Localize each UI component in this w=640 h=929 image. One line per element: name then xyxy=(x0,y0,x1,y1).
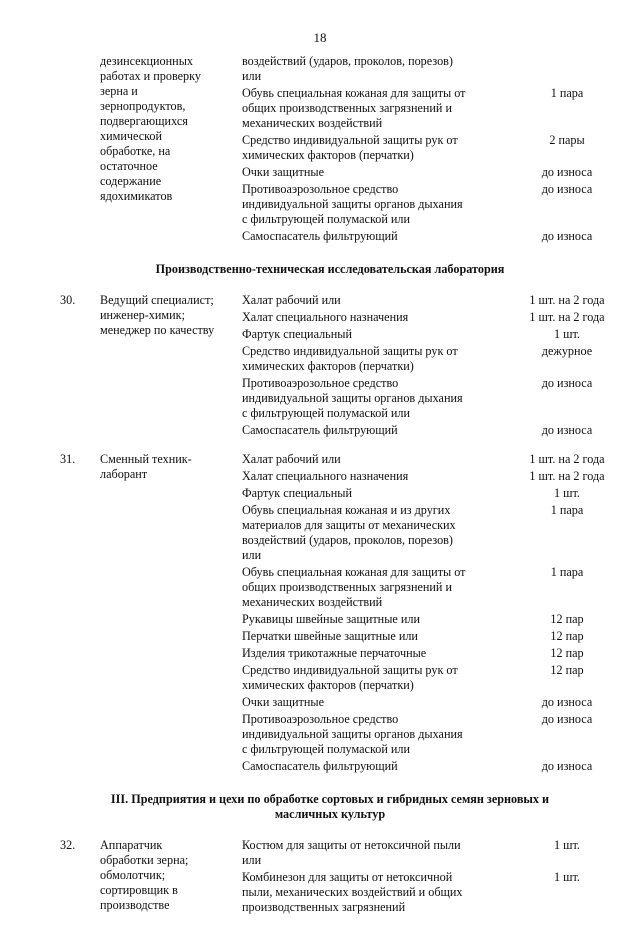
ppe-item-name-line: Самоспасатель фильтрующий xyxy=(242,229,398,243)
ppe-item-name xyxy=(242,344,492,374)
entry-number: 32. xyxy=(60,838,76,852)
ppe-item xyxy=(242,423,640,438)
ppe-item-name xyxy=(242,663,492,693)
ppe-item-name xyxy=(242,486,492,501)
items-cell xyxy=(242,54,640,244)
ppe-item xyxy=(242,165,640,180)
ppe-item-name-line: Очки защитные xyxy=(242,695,324,709)
ppe-item-name xyxy=(242,503,492,563)
ppe-item-norm xyxy=(492,54,640,84)
ppe-item-norm: 2 пары xyxy=(549,133,585,147)
ppe-item-norm: до износа xyxy=(541,759,593,773)
ppe-item-name-line: Средство индивидуальной защиты рук от xyxy=(242,344,458,358)
ppe-item-norm: 1 пара xyxy=(550,503,584,517)
ppe-item-name xyxy=(242,629,492,644)
ppe-item-name xyxy=(242,165,492,180)
ppe-item-name-line: индивидуальной защиты органов дыхания xyxy=(242,391,463,405)
ppe-item-name xyxy=(242,133,492,163)
ppe-item-name-line: Обувь специальная кожаная для защиты от xyxy=(242,565,466,579)
ppe-item-norm: до износа xyxy=(541,695,593,709)
ppe-item xyxy=(242,646,640,661)
entry-number xyxy=(60,54,100,244)
ppe-item-norm: 1 шт. xyxy=(554,838,580,852)
entry-30 xyxy=(60,293,605,438)
profession-cell xyxy=(100,452,242,774)
section-heading-seeds: III. Предприятия и цехи по обработке сортовых и гибридных семян зерновых и масличных культур xyxy=(110,792,550,821)
ppe-item xyxy=(242,376,640,421)
ppe-item-norm: 12 пар xyxy=(550,629,584,643)
profession-line: химической xyxy=(100,129,163,143)
ppe-item xyxy=(242,695,640,710)
profession-line: Ведущий специалист; xyxy=(100,293,214,307)
ppe-item-name-line: Противоаэрозольное средство xyxy=(242,182,399,196)
ppe-item-name-line: Фартук специальный xyxy=(242,327,352,341)
ppe-item xyxy=(242,182,640,227)
ppe-item xyxy=(242,327,640,342)
profession-line: Аппаратчик xyxy=(100,838,163,852)
ppe-item-name xyxy=(242,293,492,308)
ppe-item-norm: до износа xyxy=(541,182,593,196)
ppe-item-name-line: общих производственных загрязнений и xyxy=(242,101,453,115)
ppe-item-name xyxy=(242,469,492,484)
ppe-item xyxy=(242,503,640,563)
profession-cell xyxy=(100,54,242,244)
profession-line: ядохимикатов xyxy=(100,189,173,203)
page-number: 18 xyxy=(313,30,327,45)
ppe-item xyxy=(242,86,640,131)
ppe-item-name-line: с фильтрующей полумаской или xyxy=(242,406,411,420)
ppe-item-name-line: химических факторов (перчатки) xyxy=(242,148,414,162)
ppe-item-name-line: с фильтрующей полумаской или xyxy=(242,212,411,226)
ppe-item xyxy=(242,452,640,467)
ppe-item-norm: до износа xyxy=(541,229,593,243)
profession-line: обработке, на xyxy=(100,144,171,158)
ppe-item xyxy=(242,344,640,374)
profession-line: зернопродуктов, xyxy=(100,99,186,113)
ppe-item-name-line: или xyxy=(242,853,262,867)
ppe-item xyxy=(242,486,640,501)
profession-line: лаборант xyxy=(100,467,148,481)
entry-number: 31. xyxy=(60,452,76,466)
ppe-item-name-line: химических факторов (перчатки) xyxy=(242,678,414,692)
ppe-item-name xyxy=(242,452,492,467)
ppe-item-name-line: или xyxy=(242,69,262,83)
ppe-item-norm: 1 шт. xyxy=(554,870,580,884)
continued-entry xyxy=(60,54,600,244)
ppe-item-name xyxy=(242,612,492,627)
ppe-item xyxy=(242,612,640,627)
items-cell xyxy=(242,452,640,774)
profession-cell xyxy=(100,293,242,438)
ppe-item-name xyxy=(242,86,492,131)
ppe-item-norm: 1 шт. на 2 года xyxy=(529,452,605,466)
profession-line: обработки зерна; xyxy=(100,853,189,867)
ppe-item xyxy=(242,759,640,774)
ppe-item-name xyxy=(242,327,492,342)
ppe-item-name-line: индивидуальной защиты органов дыхания xyxy=(242,727,463,741)
entry-31 xyxy=(60,452,605,774)
ppe-item-name-line: Средство индивидуальной защиты рук от xyxy=(242,133,458,147)
ppe-item-name-line: Самоспасатель фильтрующий xyxy=(242,759,398,773)
ppe-item-norm: 12 пар xyxy=(550,663,584,677)
ppe-item-name xyxy=(242,54,492,84)
profession-line: содержание xyxy=(100,174,162,188)
ppe-item xyxy=(242,54,640,84)
ppe-item-name-line: Фартук специальный xyxy=(242,486,352,500)
items-cell xyxy=(242,293,640,438)
ppe-item-name-line: Халат специального назначения xyxy=(242,469,409,483)
ppe-item-norm: 1 шт. на 2 года xyxy=(529,293,605,307)
ppe-item-norm: 1 шт. xyxy=(554,486,580,500)
ppe-item-norm: 1 шт. на 2 года xyxy=(529,310,605,324)
profession-line: менеджер по качеству xyxy=(100,323,215,337)
ppe-item-name-line: Противоаэрозольное средство xyxy=(242,376,399,390)
ppe-item-name-line: Противоаэрозольное средство xyxy=(242,712,399,726)
ppe-item-name xyxy=(242,423,492,438)
ppe-item-name-line: воздействий (ударов, проколов, порезов) xyxy=(242,54,453,68)
ppe-item-name-line: механических воздействий xyxy=(242,116,383,130)
ppe-item-name-line: индивидуальной защиты органов дыхания xyxy=(242,197,463,211)
ppe-item-name-line: общих производственных загрязнений и xyxy=(242,580,453,594)
ppe-item-name xyxy=(242,182,492,227)
ppe-item-name-line: Самоспасатель фильтрующий xyxy=(242,423,398,437)
profession-cell xyxy=(100,838,242,915)
ppe-item-norm: до износа xyxy=(541,423,593,437)
ppe-item-name-line: химических факторов (перчатки) xyxy=(242,359,414,373)
profession-line: обмолотчик; xyxy=(100,868,166,882)
profession-line: производстве xyxy=(100,898,170,912)
ppe-item-norm: 12 пар xyxy=(550,646,584,660)
ppe-item-name xyxy=(242,646,492,661)
ppe-item-name-line: Халат специального назначения xyxy=(242,310,409,324)
ppe-item xyxy=(242,310,640,325)
profession-line: зерна и xyxy=(100,84,138,98)
profession-line: инженер-химик; xyxy=(100,308,185,322)
ppe-item-norm: до износа xyxy=(541,712,593,726)
ppe-item-name-line: материалов для защиты от механических xyxy=(242,518,456,532)
ppe-item-norm: до износа xyxy=(541,165,593,179)
ppe-item-norm: дежурное xyxy=(541,344,593,358)
ppe-item-name xyxy=(242,712,492,757)
section-heading-lab: Производственно-техническая исследовательская лаборатория xyxy=(155,262,505,276)
ppe-item-norm: 1 шт. на 2 года xyxy=(529,469,605,483)
ppe-item-name-line: Изделия трикотажные перчаточные xyxy=(242,646,427,660)
ppe-item-name-line: или xyxy=(242,548,262,562)
ppe-item xyxy=(242,469,640,484)
ppe-item-name-line: производственных загрязнений xyxy=(242,900,406,914)
profession-line: подвергающихся xyxy=(100,114,188,128)
ppe-item-name-line: Обувь специальная кожаная и из других xyxy=(242,503,451,517)
profession-line: дезинсекционных xyxy=(100,54,193,68)
ppe-item-name xyxy=(242,310,492,325)
ppe-item xyxy=(242,293,640,308)
ppe-item-norm: до износа xyxy=(541,376,593,390)
ppe-item-norm: 1 шт. xyxy=(554,327,580,341)
ppe-item xyxy=(242,133,640,163)
entry-number: 30. xyxy=(60,293,76,307)
entry-32 xyxy=(60,838,600,915)
profession-line: остаточное xyxy=(100,159,158,173)
items-cell xyxy=(242,838,640,915)
ppe-item xyxy=(242,712,640,757)
ppe-item-name xyxy=(242,229,492,244)
ppe-item-name-line: Очки защитные xyxy=(242,165,324,179)
ppe-item-name-line: механических воздействий xyxy=(242,595,383,609)
ppe-item-name xyxy=(242,695,492,710)
ppe-item-name-line: Халат рабочий или xyxy=(242,293,341,307)
ppe-item-name-line: Средство индивидуальной защиты рук от xyxy=(242,663,458,677)
document-body xyxy=(60,54,605,929)
ppe-item-name xyxy=(242,376,492,421)
ppe-item xyxy=(242,229,640,244)
ppe-item xyxy=(242,663,640,693)
profession-line: Сменный техник- xyxy=(100,452,192,466)
ppe-item-name-line: Перчатки швейные защитные или xyxy=(242,629,418,643)
ppe-item-name-line: Рукавицы швейные защитные или xyxy=(242,612,420,626)
ppe-item-name-line: Халат рабочий или xyxy=(242,452,341,466)
ppe-item-name xyxy=(242,838,492,868)
ppe-item-name xyxy=(242,565,492,610)
ppe-item-name-line: воздействий (ударов, проколов, порезов) xyxy=(242,533,453,547)
ppe-item-norm: 1 пара xyxy=(550,565,584,579)
ppe-item-name-line: Костюм для защиты от нетоксичной пыли xyxy=(242,838,461,852)
ppe-item xyxy=(242,629,640,644)
ppe-item-name-line: Комбинезон для защиты от нетоксичной xyxy=(242,870,453,884)
ppe-item xyxy=(242,870,640,915)
profession-line: сортировщик в xyxy=(100,883,178,897)
ppe-item-name xyxy=(242,759,492,774)
ppe-item-name-line: пыли, механических воздействий и общих xyxy=(242,885,463,899)
profession-line: работах и проверку xyxy=(100,69,201,83)
ppe-item-norm: 1 пара xyxy=(550,86,584,100)
ppe-item xyxy=(242,565,640,610)
ppe-item xyxy=(242,838,640,868)
ppe-item-norm: 12 пар xyxy=(550,612,584,626)
ppe-item-name-line: с фильтрующей полумаской или xyxy=(242,742,411,756)
ppe-item-name xyxy=(242,870,492,915)
ppe-item-name-line: Обувь специальная кожаная для защиты от xyxy=(242,86,466,100)
